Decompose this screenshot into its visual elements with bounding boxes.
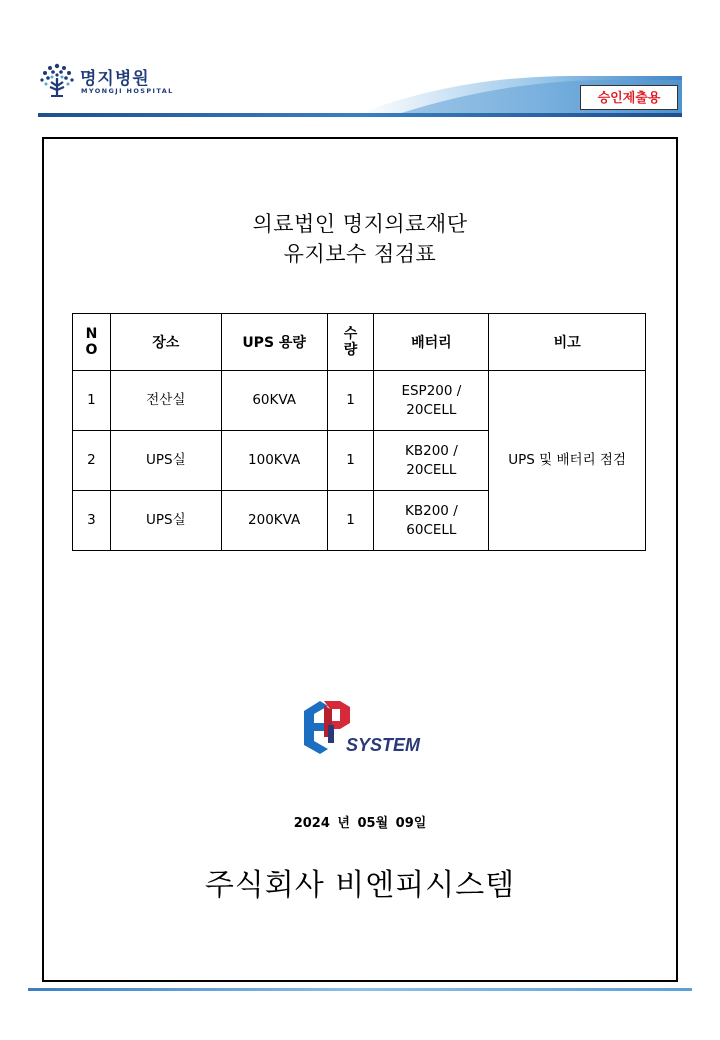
header-qty-line1: 수: [343, 326, 358, 342]
cell-battery: [374, 431, 489, 491]
cell-battery-line2: 20CELL: [406, 401, 457, 418]
header-qty-line2: 량: [343, 342, 358, 358]
header-battery: 배터리: [374, 314, 489, 371]
header-no-line1: N: [85, 326, 98, 342]
table-row: [73, 371, 646, 431]
cell-no: 1: [73, 371, 111, 431]
header-capacity: UPS 용량: [221, 314, 327, 371]
cell-qty: 1: [327, 371, 374, 431]
enp-system-logo-icon: [300, 697, 430, 759]
header-remarks: 비고: [489, 314, 646, 371]
cell-location: UPS실: [110, 491, 221, 551]
company-name: 주식회사 비엔피시스템: [204, 868, 516, 903]
header-location: 장소: [110, 314, 221, 371]
cell-battery: [374, 371, 489, 431]
cell-capacity: 60KVA: [221, 371, 327, 431]
hospital-name-english: MYONGJI HOSPITAL: [81, 87, 174, 95]
header-no-line2: O: [85, 342, 98, 358]
table-header-row: [73, 314, 646, 371]
cell-location: UPS실: [110, 431, 221, 491]
cell-battery: [374, 491, 489, 551]
cell-no: 2: [73, 431, 111, 491]
cell-battery-line1: KB200 /: [405, 442, 458, 459]
hospital-name-korean: 명지병원: [80, 69, 150, 89]
approval-badge: 승인제출용: [580, 85, 678, 110]
footer-divider: [28, 988, 692, 991]
cell-battery-line2: 60CELL: [406, 521, 457, 538]
enp-logo-text: SYSTEM: [346, 735, 421, 755]
cell-qty: 1: [327, 491, 374, 551]
header-no: [73, 314, 111, 371]
cell-battery-line2: 20CELL: [406, 461, 457, 478]
title-line-1: 의료법인 명지의료재단: [252, 212, 468, 236]
cell-battery-line1: KB200 /: [405, 502, 458, 519]
cell-qty: 1: [327, 431, 374, 491]
header-qty: [327, 314, 374, 371]
inspection-table: [72, 313, 646, 551]
cell-location: 전산실: [110, 371, 221, 431]
cell-capacity: 100KVA: [221, 431, 327, 491]
cell-remarks: UPS 및 배터리 점검: [489, 371, 646, 551]
title-line-2: 유지보수 점검표: [283, 242, 437, 266]
document-date: 2024 년 05월 09일: [293, 816, 427, 831]
cell-capacity: 200KVA: [221, 491, 327, 551]
cell-no: 3: [73, 491, 111, 551]
cell-battery-line1: ESP200 /: [401, 382, 462, 399]
